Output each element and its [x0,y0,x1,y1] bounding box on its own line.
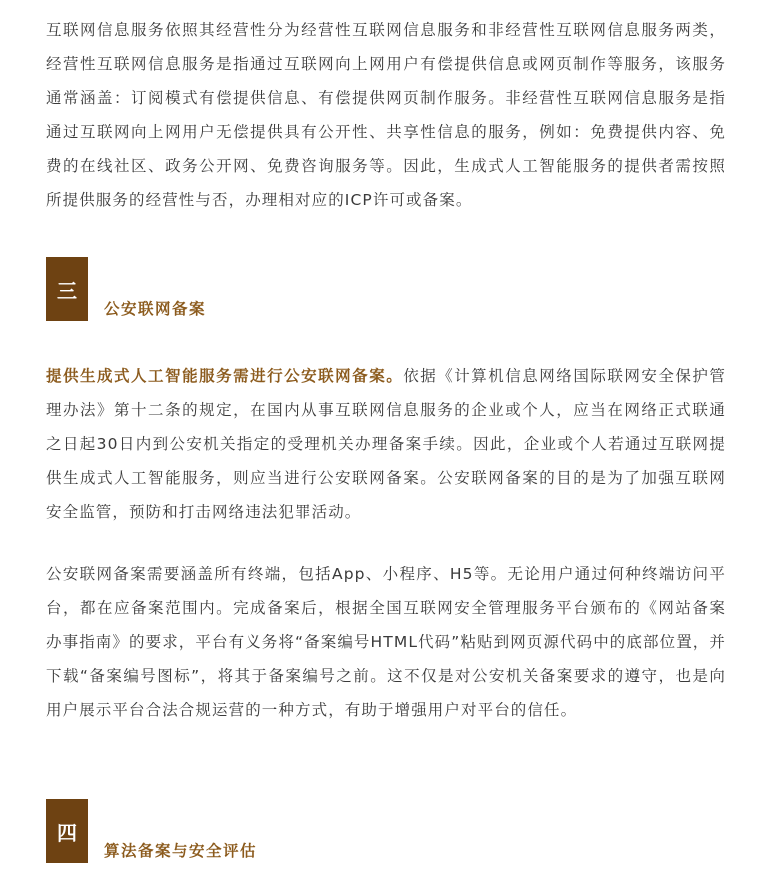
section-number-badge: 三 [46,257,88,321]
section-title: 算法备案与安全评估 [104,842,258,860]
section3-paragraph-2: 公安联网备案需要涵盖所有终端，包括App、小程序、H5等。无论用户通过何种终端访问平台，都在应备案范围内。完成备案后，根据全国互联网安全管理服务平台颁布的《网站备案办事指南》的要求，平台有义务将“备案编号HTML代码”粘贴到网页源代码中的底部位置，并下载“备案编号图标”，将其于备案编号之前。这不仅是对公安机关备案要求的遵守，也是向用户展示平台合法合规运营的一种方式，有助于增强用户对平台的信任。 [46,565,726,719]
section-number-badge: 四 [46,799,88,863]
paragraph-body: 依据《计算机信息网络国际联网安全保护管理办法》第十二条的规定，在国内从事互联网信息服务的企业或个人，应当在网络正式联通之日起30日内到公安机关指定的受理机关办理备案手续。因此，企业或个人若通过互联网提供生成式人工智能服务，则应当进行公安联网备案。公安联网备案的目的是为了加强互联网安全监管，预防和打击网络违法犯罪活动。 [46,367,726,521]
paragraph-lead-emphasis: 提供生成式人工智能服务需进行公安联网备案。 [46,367,404,385]
section3-paragraph-1 [46,359,726,529]
section-title: 公安联网备案 [104,300,207,318]
intro-paragraph: 互联网信息服务依照其经营性分为经营性互联网信息服务和非经营性互联网信息服务两类，经营性互联网信息服务是指通过互联网向上网用户有偿提供信息或网页制作等服务，该服务通常涵盖：订阅模式有偿提供信息、有偿提供网页制作服务。非经营性互联网信息服务是指通过互联网向上网用户无偿提供具有公开性、共享性信息的服务，例如：免费提供内容、免费的在线社区、政务公开网、免费咨询服务等。因此，生成式人工智能服务的提供者需按照所提供服务的经营性与否，办理相对应的ICP许可或备案。 [46,21,726,209]
